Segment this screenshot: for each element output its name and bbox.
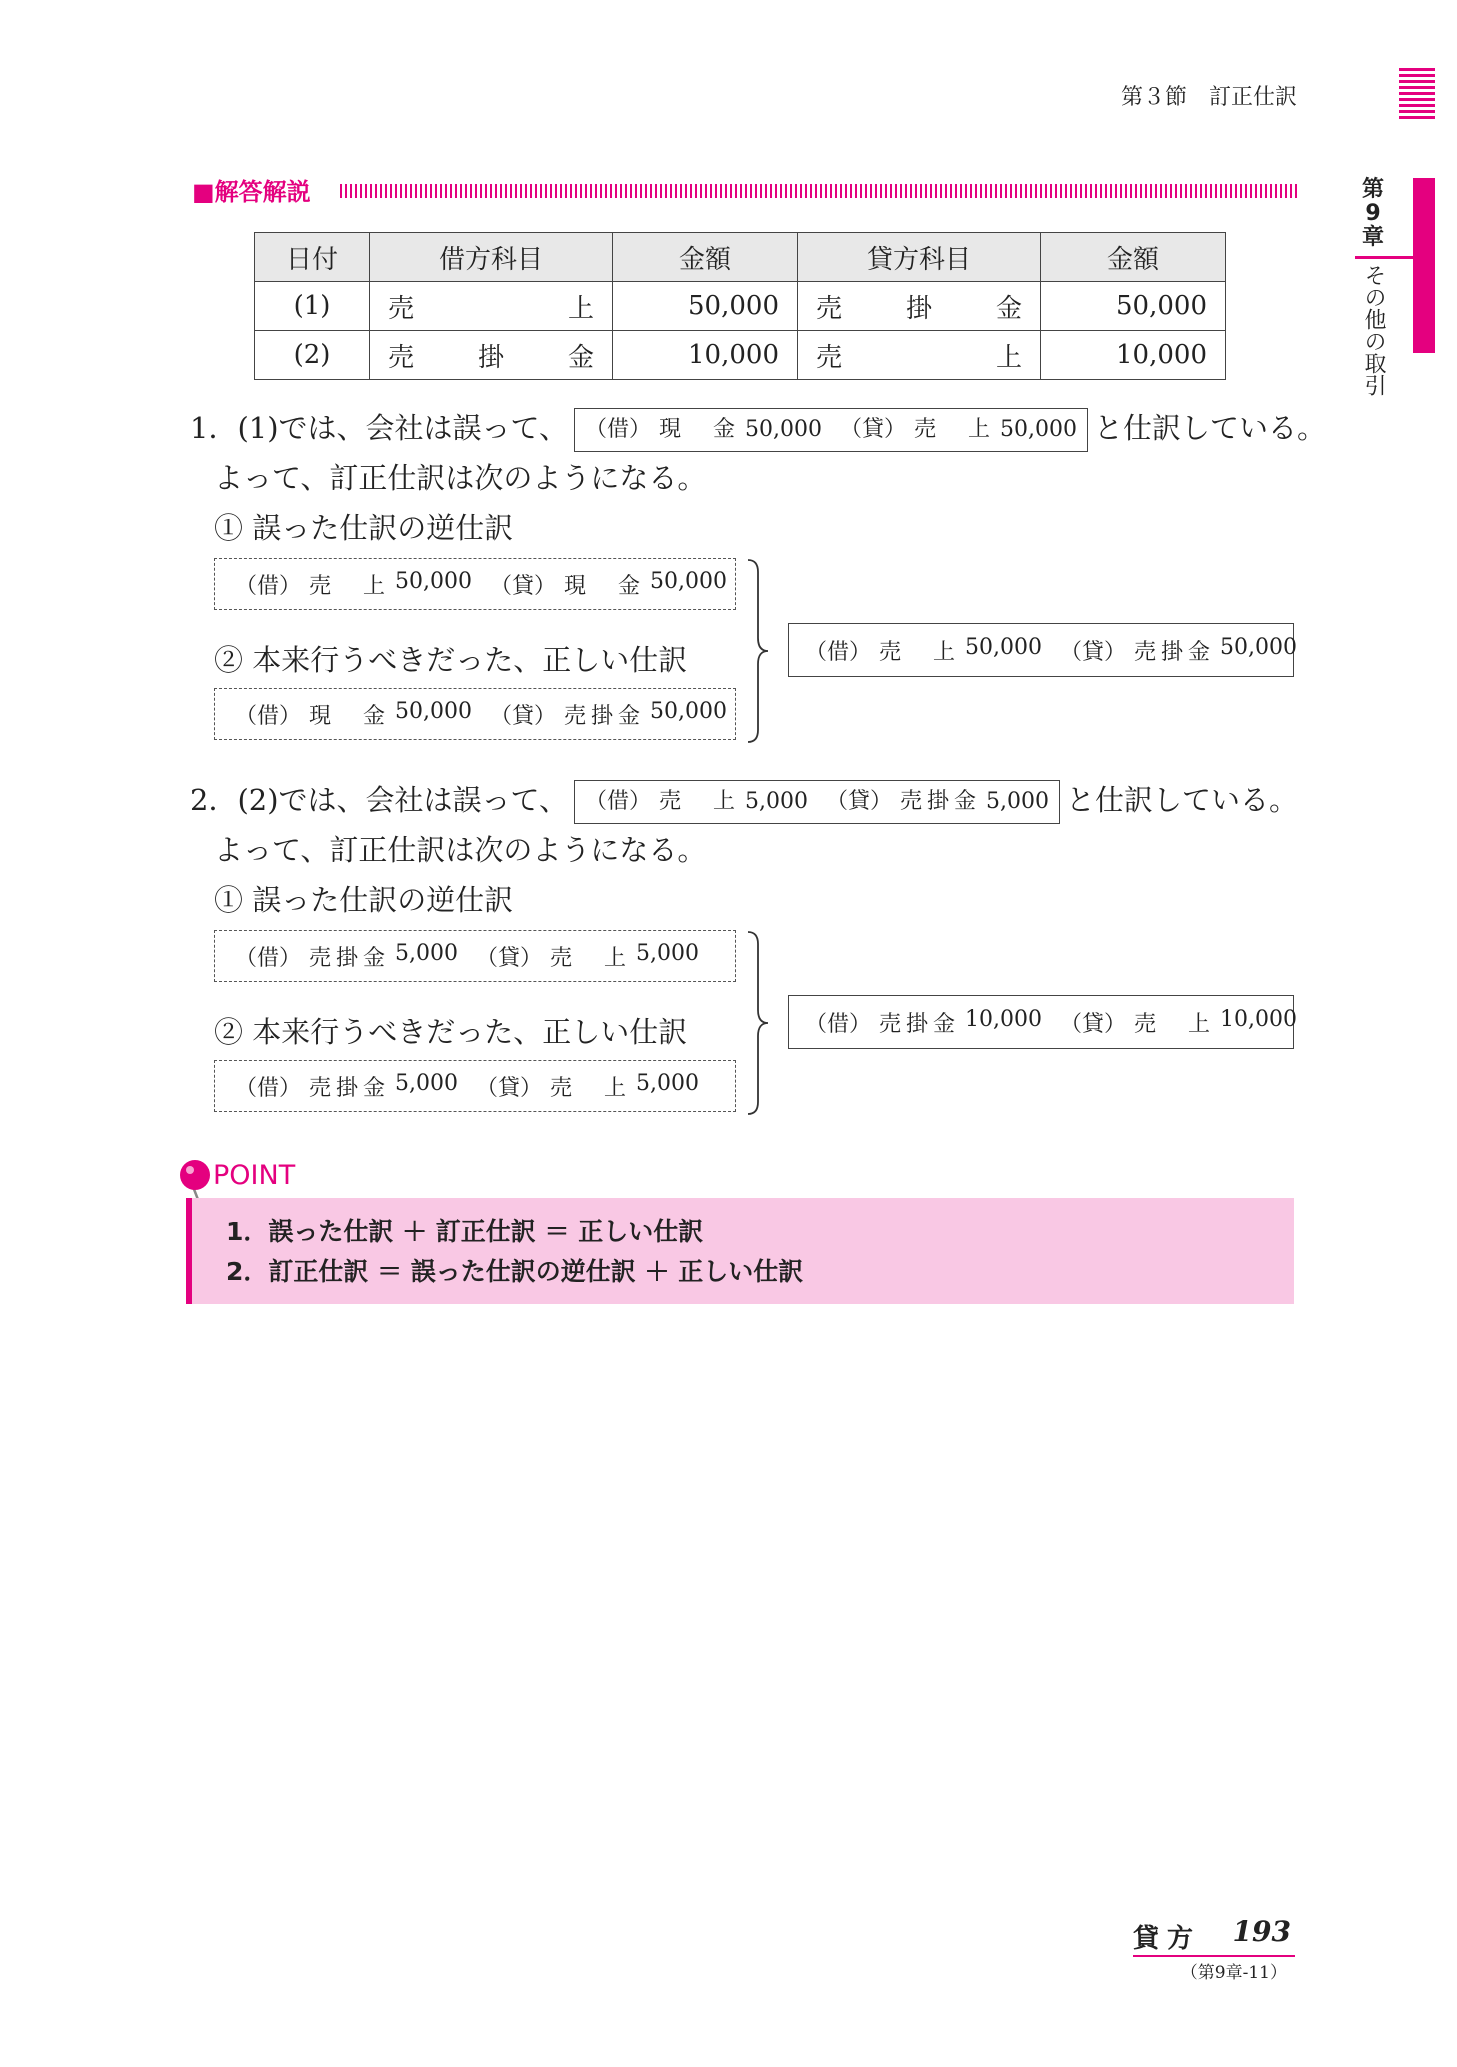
debit-amount: 5,000 [395, 1070, 458, 1096]
account-char: 金 [1187, 639, 1210, 665]
cell-debit-amount: 50,000 [613, 282, 798, 331]
debit-tag: （借） [235, 573, 302, 599]
credit-amount: 50,000 [650, 568, 727, 594]
debit-amount: 50,000 [395, 698, 472, 724]
reverse-entry-box [214, 558, 736, 610]
credit-amount: 50,000 [999, 417, 1077, 442]
journal-entry [805, 635, 1297, 666]
account-char: 売 [913, 417, 936, 442]
account-char: 売 [1134, 639, 1157, 665]
account-char: 掛 [336, 1075, 359, 1101]
debit-amount: 50,000 [395, 568, 472, 594]
credit-account [550, 941, 626, 972]
header-date: 日付 [255, 233, 370, 282]
account-char: 金 [363, 703, 386, 729]
account-char: 売 [879, 1011, 902, 1037]
correction-entry-box [788, 995, 1297, 1049]
section-header: 第３節 訂正仕訳 [1120, 85, 1297, 110]
account-char: 金 [617, 703, 640, 729]
account-char: 売 [879, 639, 902, 665]
account-char: 現 [658, 417, 681, 442]
credit-tag: （貸） [490, 573, 557, 599]
conclusion-text: よって、訂正仕訳は次のようになる。 [214, 461, 707, 495]
credit-tag: （貸） [476, 1075, 543, 1101]
account-char: 掛 [906, 1011, 929, 1037]
account-char: 金 [995, 293, 1022, 324]
debit-tag: （借） [805, 1011, 872, 1037]
account-char: 売 [388, 293, 415, 324]
debit-tag: （借） [584, 789, 651, 814]
credit-account [900, 787, 976, 817]
account-char: 金 [362, 1075, 385, 1101]
footer-rule [1133, 1955, 1295, 1957]
step1-label: ① 誤った仕訳の逆仕訳 [214, 883, 514, 917]
step1-label: ① 誤った仕訳の逆仕訳 [214, 511, 514, 545]
account-char: 掛 [477, 342, 504, 373]
chapter-number: 第9章 [1361, 177, 1384, 250]
credit-account [914, 415, 990, 445]
account-char: 売 [309, 945, 332, 971]
account-char: 売 [388, 342, 415, 373]
conclusion-text: よって、訂正仕訳は次のようになる。 [214, 833, 707, 867]
correction-entry-box [788, 623, 1297, 677]
account-char: 上 [1188, 1011, 1211, 1037]
account-char: 掛 [1161, 639, 1184, 665]
account-char: 売 [550, 1075, 573, 1101]
account-char: 上 [933, 639, 956, 665]
journal-entry [235, 1071, 699, 1102]
heading-dotted-rule [340, 184, 1298, 198]
header-credit-account: 貸方科目 [798, 233, 1041, 282]
debit-amount: 5,000 [395, 940, 458, 966]
intro-prefix: 1．(1)では、会社は誤って、 [190, 411, 568, 445]
debit-tag: （借） [235, 945, 302, 971]
account-char: 売 [899, 789, 922, 814]
credit-tag: （貸） [825, 789, 892, 814]
account-char: 金 [953, 789, 976, 814]
debit-tag: （借） [805, 639, 872, 665]
footer-sub-label: （第9章-11） [1180, 1963, 1287, 1983]
correct-entry-box [214, 688, 736, 740]
account-char: 掛 [591, 703, 614, 729]
chapter-title: その他の取引 [1361, 264, 1386, 396]
account-char: 上 [567, 293, 594, 324]
account-char: 現 [309, 703, 332, 729]
debit-amount: 50,000 [965, 634, 1042, 660]
debit-account [309, 569, 385, 600]
credit-tag: （貸） [1060, 1011, 1127, 1037]
account-char: 上 [604, 945, 627, 971]
account-char: 金 [712, 417, 735, 442]
cell-credit-amount: 50,000 [1041, 282, 1226, 331]
journal-table [254, 232, 1226, 380]
cell-debit-amount: 10,000 [613, 331, 798, 380]
credit-amount: 5,000 [985, 789, 1049, 814]
credit-amount: 50,000 [1220, 634, 1297, 660]
account-char: 掛 [905, 293, 932, 324]
brace-wrapper [744, 558, 774, 748]
debit-tag: （借） [235, 703, 302, 729]
intro-suffix: と仕訳している。 [1093, 411, 1326, 445]
step2-label: ② 本来行うべきだった、正しい仕訳 [214, 1015, 688, 1049]
credit-amount: 5,000 [636, 1070, 699, 1096]
cell-debit-account [370, 331, 613, 380]
credit-amount: 5,000 [636, 940, 699, 966]
account-char: 掛 [926, 789, 949, 814]
credit-account [1134, 1007, 1210, 1038]
right-brace [744, 930, 774, 1116]
debit-amount: 5,000 [744, 789, 808, 814]
account-char: 上 [604, 1075, 627, 1101]
account-char: 売 [1134, 1011, 1157, 1037]
account-char: 売 [816, 293, 843, 324]
debit-amount: 10,000 [965, 1006, 1042, 1032]
chapter-tab-marker [1413, 178, 1435, 353]
step2-label: ② 本来行うべきだった、正しい仕訳 [214, 643, 688, 677]
account-char: 売 [550, 945, 573, 971]
account-char: 上 [712, 789, 735, 814]
header-debit-account: 借方科目 [370, 233, 613, 282]
account-char: 売 [309, 573, 332, 599]
table-header-row [255, 233, 1226, 282]
chapter-tab [1361, 177, 1435, 418]
account-char: 上 [995, 342, 1022, 373]
point-label: POINT [213, 1160, 296, 1191]
explanation-intro [190, 408, 1326, 452]
debit-tag: （借） [235, 1075, 302, 1101]
right-brace [744, 558, 774, 744]
account-char: 金 [362, 945, 385, 971]
table-row [255, 282, 1226, 331]
journal-entry [585, 415, 1077, 445]
debit-amount: 50,000 [744, 417, 822, 442]
cell-credit-account [798, 282, 1041, 331]
credit-amount: 50,000 [650, 698, 727, 724]
debit-account [309, 699, 385, 730]
header-stripes-decoration [1399, 68, 1435, 122]
credit-tag: （貸） [490, 703, 557, 729]
cell-date: (1) [255, 282, 370, 331]
footer-side-label: 貸方 [1132, 1924, 1201, 1954]
account-char: 金 [932, 1011, 955, 1037]
debit-account [309, 941, 385, 972]
explanation-intro [190, 780, 1298, 824]
journal-entry [805, 1007, 1297, 1038]
chapter-underline [1355, 256, 1413, 259]
wrong-entry-box [574, 408, 1088, 452]
answer-heading: ■解答解説 [192, 178, 311, 206]
credit-account [564, 569, 640, 600]
account-char: 上 [363, 573, 386, 599]
cell-credit-account [798, 331, 1041, 380]
account-char: 売 [658, 789, 681, 814]
debit-tag: （借） [584, 417, 651, 442]
credit-account [1134, 635, 1210, 666]
point-box [186, 1198, 1294, 1304]
debit-account [879, 635, 955, 666]
wrong-entry-box [574, 780, 1060, 824]
account-char: 現 [564, 573, 587, 599]
intro-prefix: 2．(2)では、会社は誤って、 [190, 783, 568, 817]
account-char: 売 [816, 342, 843, 373]
credit-tag: （貸） [839, 417, 906, 442]
cell-credit-amount: 10,000 [1041, 331, 1226, 380]
journal-entry [585, 787, 1049, 817]
credit-tag: （貸） [1060, 639, 1127, 665]
brace-wrapper [744, 930, 774, 1120]
point-line-1: 1．誤った仕訳 ＋ 訂正仕訳 ＝ 正しい仕訳 [226, 1217, 704, 1246]
account-char: 掛 [336, 945, 359, 971]
account-char: 金 [618, 573, 641, 599]
header-credit-amount: 金額 [1041, 233, 1226, 282]
debit-account [879, 1007, 955, 1038]
debit-account [659, 787, 735, 817]
journal-entry [235, 569, 727, 600]
correct-entry-box [214, 1060, 736, 1112]
account-char: 売 [564, 703, 587, 729]
reverse-entry-box [214, 930, 736, 982]
debit-account [659, 415, 735, 445]
credit-account [550, 1071, 626, 1102]
credit-account [564, 699, 640, 730]
journal-entry [235, 941, 699, 972]
cell-date: (2) [255, 331, 370, 380]
account-char: 売 [309, 1075, 332, 1101]
credit-tag: （貸） [476, 945, 543, 971]
page-number: 193 [1232, 1915, 1291, 1948]
credit-amount: 10,000 [1220, 1006, 1297, 1032]
account-char: 金 [567, 342, 594, 373]
journal-entry [235, 699, 727, 730]
intro-suffix: と仕訳している。 [1065, 783, 1298, 817]
cell-debit-account [370, 282, 613, 331]
account-char: 上 [967, 417, 990, 442]
table-row [255, 331, 1226, 380]
point-line-2: 2．訂正仕訳 ＝ 誤った仕訳の逆仕訳 ＋ 正しい仕訳 [226, 1257, 804, 1286]
debit-account [309, 1071, 385, 1102]
header-debit-amount: 金額 [613, 233, 798, 282]
